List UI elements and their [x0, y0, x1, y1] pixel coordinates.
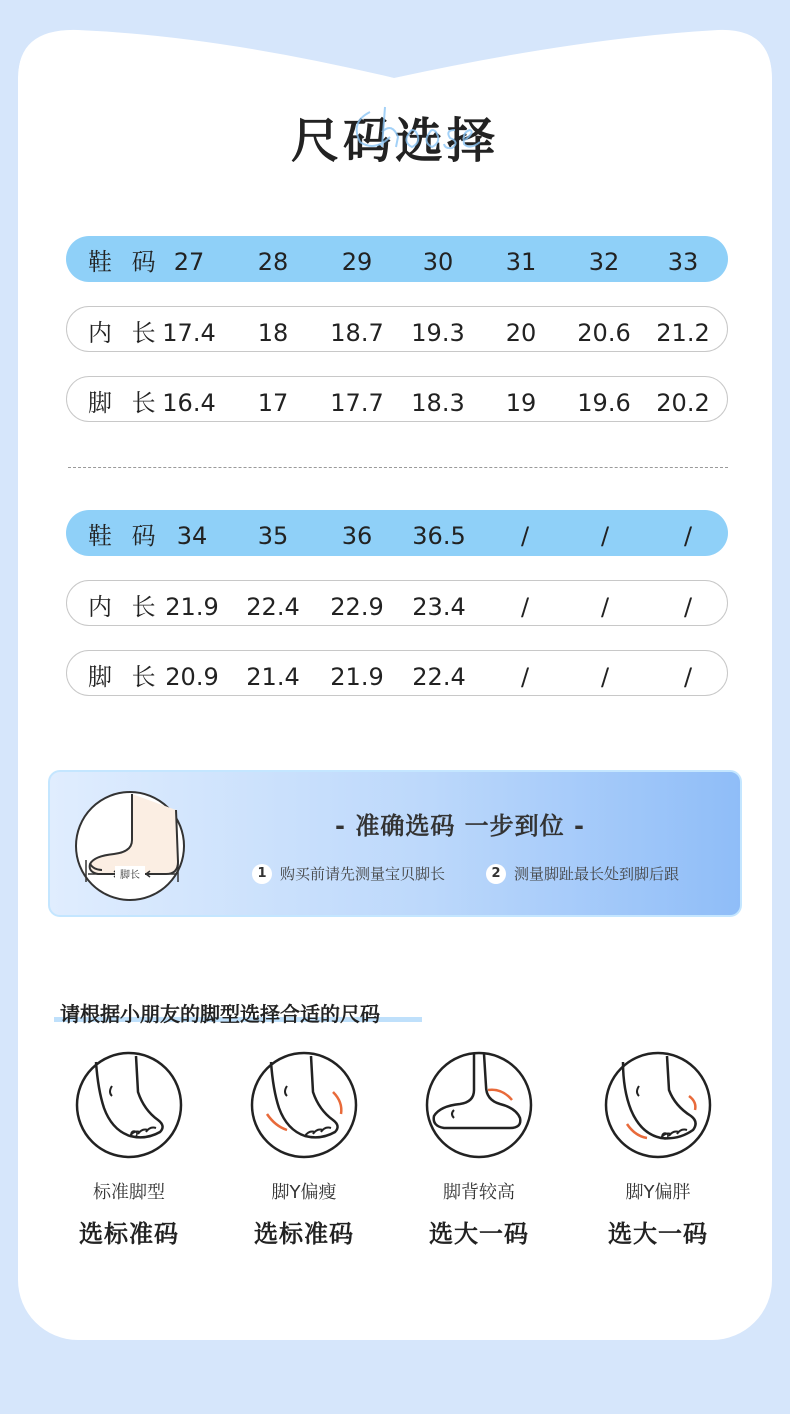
foot-type-label: 脚背较高	[443, 1182, 515, 1203]
size-cell: 35	[257, 522, 289, 550]
foot-length-row-2	[66, 650, 728, 696]
size-cell: 32	[588, 248, 620, 276]
size-cell: 33	[667, 248, 699, 276]
step-number: 2	[486, 864, 506, 884]
foot-length-cell: /	[520, 663, 530, 691]
foot-length-cell: 20.9	[165, 663, 219, 691]
foot-length-row-1	[66, 376, 728, 422]
guide-subtitle: 请根据小朋友的脚型选择合适的尺码	[60, 1002, 380, 1026]
foot-type-thin	[229, 1050, 379, 1249]
banner-title: - 准确选码 一步到位 -	[335, 812, 585, 840]
foot-length-cell: 19.6	[577, 389, 631, 417]
size-cell: 30	[422, 248, 454, 276]
foot-measure-icon	[74, 790, 186, 902]
foot-length-cell: /	[600, 663, 610, 691]
inner-length-cell: 22.4	[246, 593, 300, 621]
inner-length-cell: 18.7	[330, 319, 384, 347]
size-cell: 34	[176, 522, 208, 550]
inner-length-cell: /	[520, 593, 530, 621]
foot-length-cell: 21.9	[330, 663, 384, 691]
inner-length-row-1	[66, 306, 728, 352]
foot-length-cell: 18.3	[411, 389, 465, 417]
size-cell: 28	[257, 248, 289, 276]
foot-length-caption: 脚长	[115, 866, 145, 881]
inner-length-cell: 21.2	[656, 319, 710, 347]
foot-type-label: 标准脚型	[93, 1182, 165, 1203]
wide-foot-icon	[603, 1050, 713, 1160]
step-text: 购买前请先测量宝贝脚长	[280, 865, 446, 883]
foot-length-label: 脚 长	[88, 663, 162, 691]
foot-type-standard	[54, 1050, 204, 1249]
foot-length-cell: 16.4	[162, 389, 216, 417]
inner-length-label: 内 长	[88, 593, 162, 621]
inner-length-cell: 18	[257, 319, 289, 347]
choose-script-decoration	[330, 92, 490, 162]
size-cell: /	[600, 522, 610, 550]
size-row-1	[66, 236, 728, 282]
foot-length-cell: 21.4	[246, 663, 300, 691]
thin-foot-icon	[249, 1050, 359, 1160]
foot-length-cell: 19	[505, 389, 537, 417]
inner-length-cell: 20	[505, 319, 537, 347]
high-instep-foot-icon	[424, 1050, 534, 1160]
size-cell: 36	[341, 522, 373, 550]
size-cell: 36.5	[412, 522, 466, 550]
size-cell: /	[520, 522, 530, 550]
foot-length-cell: 17.7	[330, 389, 384, 417]
foot-type-wide	[583, 1050, 733, 1249]
inner-length-cell: 17.4	[162, 319, 216, 347]
size-advice: 选大一码	[429, 1220, 529, 1248]
inner-length-label: 内 长	[88, 319, 162, 347]
step-text: 测量脚趾最长处到脚后跟	[514, 865, 680, 883]
size-cell: 27	[173, 248, 205, 276]
size-advice: 选标准码	[79, 1220, 179, 1248]
foot-type-high-instep	[404, 1050, 554, 1249]
inner-length-row-2	[66, 580, 728, 626]
size-advice: 选大一码	[608, 1220, 708, 1248]
step-number: 1	[252, 864, 272, 884]
inner-length-cell: 20.6	[577, 319, 631, 347]
foot-type-label: 脚Y偏瘦	[271, 1182, 337, 1203]
page-title: 尺码选择	[290, 113, 499, 169]
inner-length-cell: 21.9	[165, 593, 219, 621]
foot-length-label: 脚 长	[88, 389, 162, 417]
inner-length-cell: 19.3	[411, 319, 465, 347]
table-divider	[68, 467, 728, 468]
standard-foot-icon	[74, 1050, 184, 1160]
size-label: 鞋 码	[88, 248, 162, 276]
foot-length-cell: 22.4	[412, 663, 466, 691]
step-2	[486, 864, 679, 884]
inner-length-cell: 22.9	[330, 593, 384, 621]
inner-length-cell: 23.4	[412, 593, 466, 621]
inner-length-cell: /	[683, 593, 693, 621]
size-row-2	[66, 510, 728, 556]
inner-length-cell: /	[600, 593, 610, 621]
size-cell: 29	[341, 248, 373, 276]
foot-type-label: 脚Y偏胖	[625, 1182, 691, 1203]
size-cell: /	[683, 522, 693, 550]
size-advice: 选标准码	[254, 1220, 354, 1248]
foot-length-cell: /	[683, 663, 693, 691]
foot-length-cell: 20.2	[656, 389, 710, 417]
step-1	[252, 864, 445, 884]
foot-length-cell: 17	[257, 389, 289, 417]
size-label: 鞋 码	[88, 522, 162, 550]
size-cell: 31	[505, 248, 537, 276]
